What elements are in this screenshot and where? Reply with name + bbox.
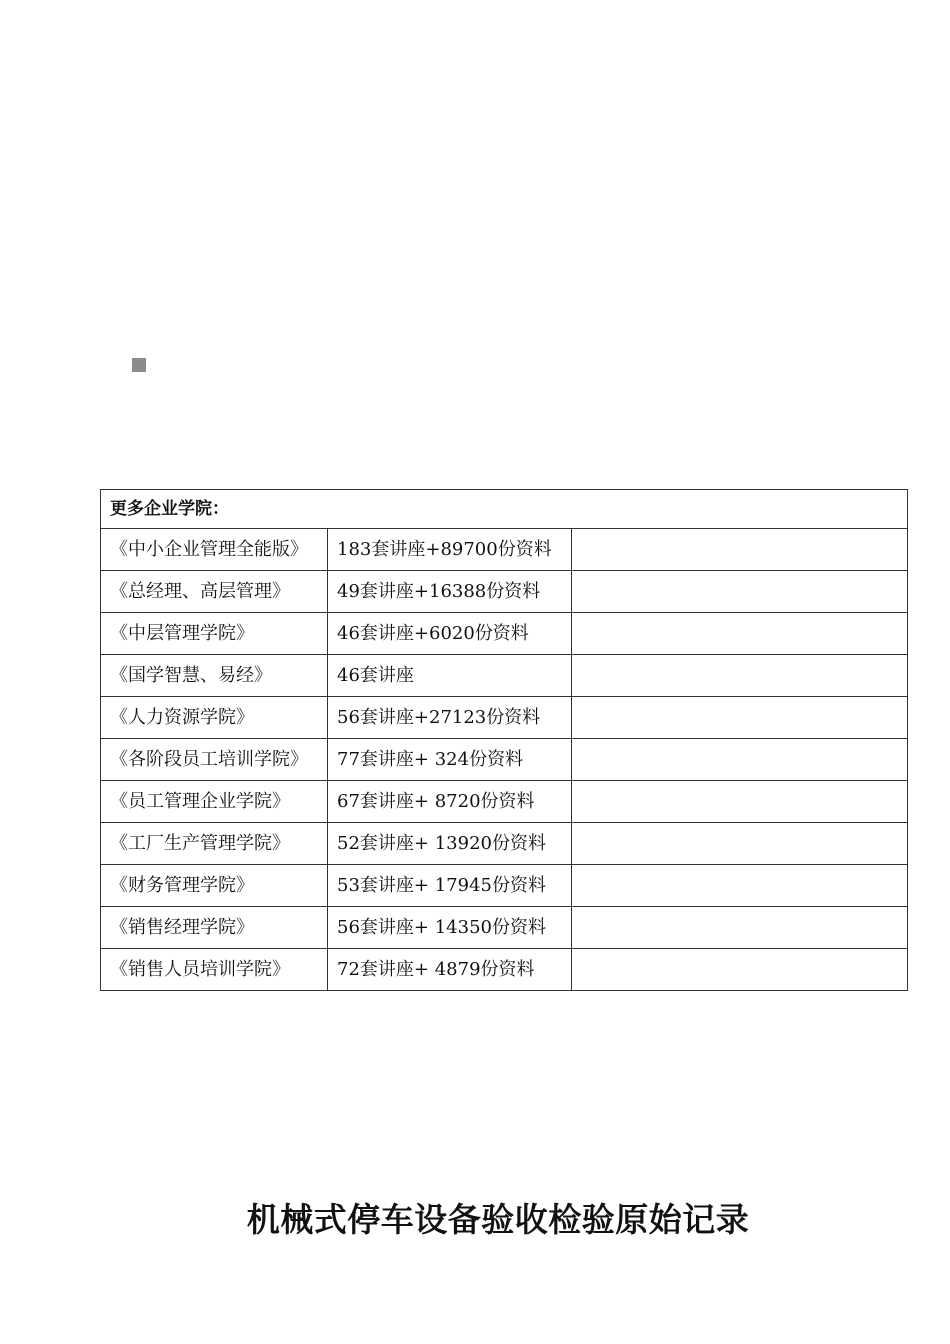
academy-name-cell: 《中小企业管理全能版》 <box>101 529 328 571</box>
academy-name-cell: 《财务管理学院》 <box>101 865 328 907</box>
table-row <box>101 781 908 823</box>
academy-extra-cell <box>572 823 908 865</box>
academy-desc-cell: 49套讲座+16388份资料 <box>328 571 572 613</box>
academy-extra-cell <box>572 907 908 949</box>
academy-name-cell: 《中层管理学院》 <box>101 613 328 655</box>
table-row <box>101 529 908 571</box>
academy-desc-cell: 72套讲座+ 4879份资料 <box>328 949 572 991</box>
academy-desc-cell: 77套讲座+ 324份资料 <box>328 739 572 781</box>
academy-table <box>100 489 908 991</box>
academy-desc-cell: 52套讲座+ 13920份资料 <box>328 823 572 865</box>
academy-name-cell: 《总经理、高层管理》 <box>101 571 328 613</box>
table-row <box>101 907 908 949</box>
academy-name-cell: 《销售经理学院》 <box>101 907 328 949</box>
table-row <box>101 697 908 739</box>
academy-extra-cell <box>572 739 908 781</box>
academy-desc-cell: 56套讲座+ 14350份资料 <box>328 907 572 949</box>
academy-extra-cell <box>572 697 908 739</box>
academy-name-cell: 《员工管理企业学院》 <box>101 781 328 823</box>
table-row <box>101 613 908 655</box>
academy-desc-cell: 183套讲座+89700份资料 <box>328 529 572 571</box>
table-row <box>101 865 908 907</box>
table-header-row <box>101 490 908 529</box>
table-row <box>101 739 908 781</box>
academy-name-cell: 《国学智慧、易经》 <box>101 655 328 697</box>
academy-extra-cell <box>572 613 908 655</box>
academy-desc-cell: 53套讲座+ 17945份资料 <box>328 865 572 907</box>
academy-extra-cell <box>572 781 908 823</box>
academy-name-cell: 《各阶段员工培训学院》 <box>101 739 328 781</box>
academy-desc-cell: 46套讲座 <box>328 655 572 697</box>
table-row <box>101 949 908 991</box>
academy-desc-cell: 56套讲座+27123份资料 <box>328 697 572 739</box>
academy-name-cell: 《销售人员培训学院》 <box>101 949 328 991</box>
table-row <box>101 655 908 697</box>
document-title: 机械式停车设备验收检验原始记录 <box>246 1200 750 1239</box>
academy-extra-cell <box>572 529 908 571</box>
academy-name-cell: 《工厂生产管理学院》 <box>101 823 328 865</box>
table-row <box>101 571 908 613</box>
gray-square-icon <box>132 358 146 372</box>
academy-extra-cell <box>572 655 908 697</box>
academy-desc-cell: 46套讲座+6020份资料 <box>328 613 572 655</box>
academy-name-cell: 《人力资源学院》 <box>101 697 328 739</box>
table-row <box>101 823 908 865</box>
academy-extra-cell <box>572 865 908 907</box>
academy-desc-cell: 67套讲座+ 8720份资料 <box>328 781 572 823</box>
academy-extra-cell <box>572 949 908 991</box>
academy-extra-cell <box>572 571 908 613</box>
table-header-cell: 更多企业学院： <box>101 490 908 529</box>
